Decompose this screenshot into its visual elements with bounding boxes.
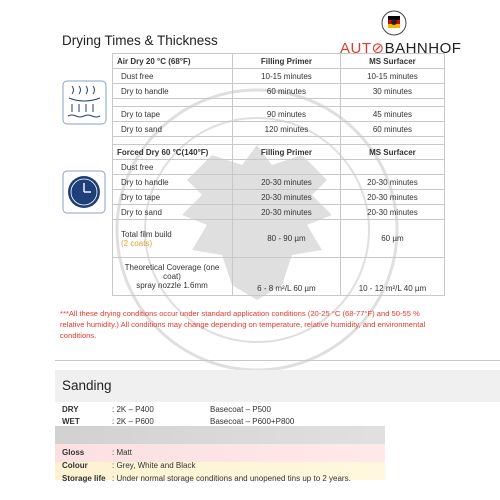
table-row [113,258,445,296]
coverage-nozzle: spray nozzle 1.6mm [136,281,208,290]
cell-value: 20-30 minutes [233,175,341,190]
section-divider [55,360,500,361]
column-header-ms-surfacer: MS Surfacer [340,145,444,160]
flag-stripe-red [55,444,385,462]
table-row-spacer [113,137,445,145]
cell-value: 6 - 8 m²/L 60 µm [233,258,341,296]
row-label: Dry to tape [113,107,233,122]
table-row-spacer [113,99,445,107]
row-label: Dust free [113,160,233,175]
sanding-title: Sanding [62,378,112,393]
table-row [113,107,445,122]
page-title: Drying Times & Thickness [62,33,218,48]
dry-value: : 2K – P400 [112,405,154,414]
wet-basecoat: Basecoat – P600+P800 [210,417,295,426]
cell-value: 10-15 minutes [340,69,444,84]
column-header-ms-surfacer: MS Surfacer [340,54,444,69]
cell-value: 60 minutes [233,84,341,99]
dry-label: DRY [62,405,79,414]
cell-value [340,160,444,175]
coverage-text: Theoretical Coverage (one coat) [124,263,220,281]
air-dry-heading: Air Dry 20 °C (68°F) [113,54,233,69]
cell-value: 90 minutes [233,107,341,122]
conditions-note: ***All these drying conditions occur under standard application conditions (20-25 °C (68-77°F) and 50-55 % relative humidity.) All conditions may change depending on temperature, relative humidity, and environmental conditions. [60,309,426,340]
dry-basecoat: Basecoat – P500 [210,405,271,414]
brand-suffix: BAHNHOF [384,40,462,57]
sanding-header-band [55,370,500,402]
cell-value: 120 minutes [233,122,341,137]
row-label: Dry to handle [113,175,233,190]
gloss-label: Gloss [62,448,85,457]
table-row [113,69,445,84]
cell-value [233,160,341,175]
row-label: Dry to sand [113,205,233,220]
table-row [113,205,445,220]
row-label: Dry to tape [113,190,233,205]
gloss-value: : Matt [112,448,133,457]
table-row [113,190,445,205]
table-row [113,175,445,190]
cell-value: 20-30 minutes [340,175,444,190]
clock-icon [62,170,106,214]
table-row [113,122,445,137]
row-label: Dry to handle [113,84,233,99]
forced-dry-heading: Forced Dry 60 °C(140°F) [113,145,233,160]
brand-prefix: AUT [340,40,372,57]
table-row [113,145,445,160]
film-build-label [113,220,233,258]
colour-value: : Grey, White and Black [112,461,196,470]
column-header-filling-primer: Filling Primer [233,54,341,69]
storage-value: : Under normal storage conditions and unopened tins up to 2 years. [112,474,351,483]
colour-label: Colour [62,461,88,470]
table-row [113,160,445,175]
coverage-label [113,258,233,296]
table-row [113,84,445,99]
cell-value: 60 minutes [340,122,444,137]
heat-waves-icon [62,80,107,125]
cell-value: 20-30 minutes [233,205,341,220]
column-header-filling-primer: Filling Primer [233,145,341,160]
row-label: Dust free [113,69,233,84]
brand-mid: ⊘ [371,40,385,57]
cell-value: 30 minutes [340,84,444,99]
table-row [113,220,445,258]
cell-value: 10 - 12 m²/L 40 µm [340,258,444,296]
wet-label: WET [62,417,80,426]
cell-value: 20-30 minutes [233,190,341,205]
cell-value: 20-30 minutes [340,205,444,220]
table-row [113,54,445,69]
film-build-text: Total film build [121,229,172,239]
row-label: Dry to sand [113,122,233,137]
cell-value: 45 minutes [340,107,444,122]
cell-value: 60 µm [340,220,444,258]
wet-value: : 2K – P600 [112,417,154,426]
drying-times-table [112,53,445,296]
cell-value: 20-30 minutes [340,190,444,205]
film-build-coats: (2 coats) [121,238,153,248]
cell-value: 10-15 minutes [233,69,341,84]
eagle-seal-icon [381,10,407,36]
cell-value: 80 - 90 µm [233,220,341,258]
storage-label: Storage life [62,474,106,483]
flag-stripe-black [55,426,385,444]
